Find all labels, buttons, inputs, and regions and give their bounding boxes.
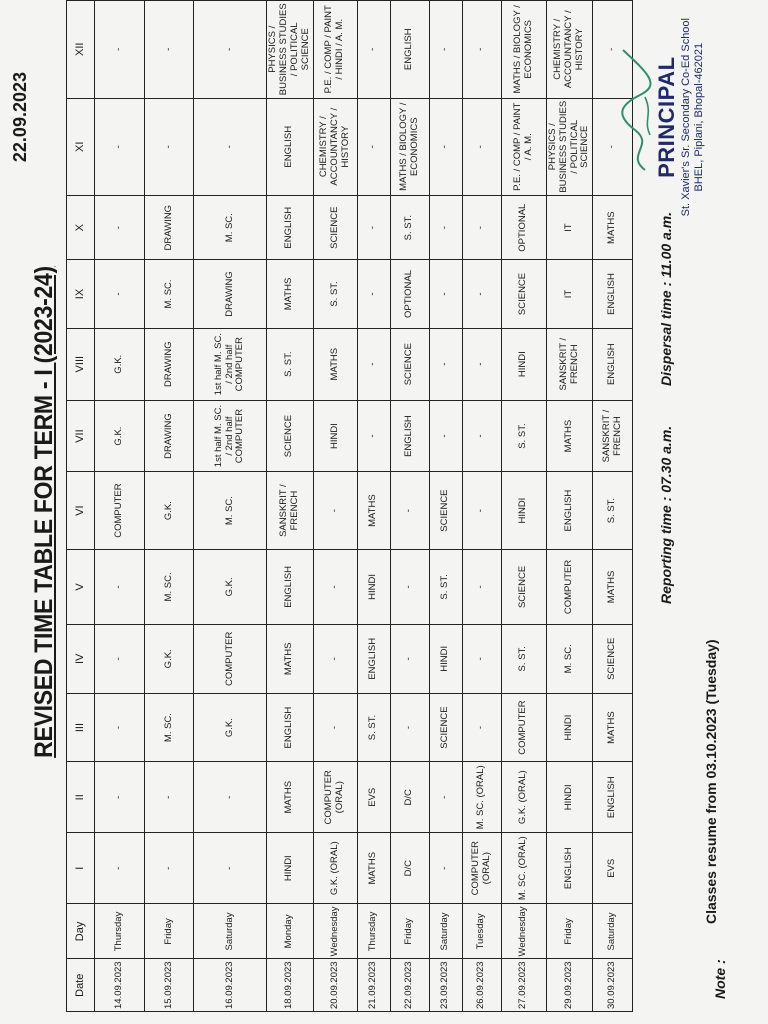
subject-cell: HINDI bbox=[501, 472, 546, 550]
date-cell: 14.09.2023 bbox=[95, 959, 145, 1012]
subject-cell: - bbox=[95, 1, 145, 99]
subject-cell: - bbox=[357, 195, 390, 260]
subject-cell: G.K. (ORAL) bbox=[501, 762, 546, 833]
day-cell: Thursday bbox=[357, 904, 390, 959]
date-cell: 18.09.2023 bbox=[267, 959, 314, 1012]
subject-cell: HINDI bbox=[313, 400, 357, 471]
subject-cell: - bbox=[313, 472, 357, 550]
subject-cell: - bbox=[95, 98, 145, 195]
subject-cell: S. ST. bbox=[357, 693, 390, 762]
column-header: IX bbox=[67, 260, 95, 328]
subject-cell: SANSKRIT / FRENCH bbox=[267, 472, 314, 550]
subject-cell: G.K. bbox=[145, 624, 194, 693]
subject-cell: ENGLISH bbox=[593, 260, 633, 328]
subject-cell: - bbox=[95, 260, 145, 328]
subject-cell: ENGLISH bbox=[267, 98, 314, 195]
subject-cell: S. ST. bbox=[313, 260, 357, 328]
table-row bbox=[357, 1, 390, 1012]
principal-stamp bbox=[654, 18, 705, 216]
subject-cell: P.E. / COMP / PAINT / HINDI / A. M. bbox=[313, 1, 357, 99]
date-cell: 21.09.2023 bbox=[357, 959, 390, 1012]
subject-cell: PHYSICS / BUSINESS STUDIES / POLITICAL SCIENCE bbox=[267, 1, 314, 99]
subject-cell: - bbox=[429, 195, 462, 260]
column-header: XI bbox=[67, 98, 95, 195]
date-cell: 29.09.2023 bbox=[546, 959, 593, 1012]
subject-cell: - bbox=[313, 624, 357, 693]
subject-cell: - bbox=[429, 833, 462, 904]
subject-cell: MATHS bbox=[593, 693, 633, 762]
day-cell: Friday bbox=[145, 904, 194, 959]
school-name: St. Xavier's Sr. Secondary Co-Ed School bbox=[680, 18, 692, 217]
subject-cell: - bbox=[462, 328, 501, 400]
subject-cell: - bbox=[462, 400, 501, 471]
table-row bbox=[462, 1, 501, 1012]
day-cell: Saturday bbox=[593, 904, 633, 959]
column-header: X bbox=[67, 195, 95, 260]
subject-cell: - bbox=[429, 762, 462, 833]
subject-cell: - bbox=[313, 693, 357, 762]
subject-cell: P.E. / COMP / PAINT / A. M. bbox=[501, 98, 546, 195]
subject-cell: SCIENCE bbox=[501, 260, 546, 328]
day-cell: Saturday bbox=[429, 904, 462, 959]
subject-cell: MATHS bbox=[546, 400, 593, 471]
subject-cell: M. SC. bbox=[145, 693, 194, 762]
school-address: BHEL, Piplani, Bhopal-462021 bbox=[692, 42, 705, 192]
subject-cell: - bbox=[145, 1, 194, 99]
subject-cell: G.K. bbox=[145, 472, 194, 550]
column-header: III bbox=[67, 693, 95, 762]
day-cell: Friday bbox=[390, 904, 429, 959]
subject-cell: MATHS bbox=[267, 762, 314, 833]
subject-cell: OPTIONAL bbox=[390, 260, 429, 328]
subject-cell: EVS bbox=[593, 833, 633, 904]
subject-cell: D/C bbox=[390, 833, 429, 904]
subject-cell: - bbox=[429, 400, 462, 471]
subject-cell: MATHS bbox=[357, 472, 390, 550]
subject-cell: DRAWING bbox=[145, 195, 194, 260]
subject-cell: DRAWING bbox=[145, 400, 194, 471]
date-cell: 26.09.2023 bbox=[462, 959, 501, 1012]
subject-cell: SCIENCE bbox=[267, 400, 314, 471]
table-body bbox=[95, 1, 633, 1012]
subject-cell: HINDI bbox=[546, 762, 593, 833]
subject-cell: G.K. bbox=[194, 549, 267, 624]
subject-cell: COMPUTER bbox=[501, 693, 546, 762]
table-row bbox=[267, 1, 314, 1012]
subject-cell: M. SC. bbox=[194, 195, 267, 260]
date-cell: 16.09.2023 bbox=[194, 959, 267, 1012]
subject-cell: - bbox=[462, 624, 501, 693]
subject-cell: MATHS / BIOLOGY / ECONOMICS bbox=[390, 98, 429, 195]
day-cell: Friday bbox=[546, 904, 593, 959]
column-header: Date bbox=[67, 959, 95, 1012]
subject-cell: - bbox=[145, 833, 194, 904]
timetable-title: REVISED TIME TABLE FOR TERM - I (2023-24) bbox=[30, 266, 58, 758]
subject-cell: HINDI bbox=[429, 624, 462, 693]
subject-cell: - bbox=[95, 693, 145, 762]
subject-cell: 1st half M. SC. / 2nd half COMPUTER bbox=[194, 328, 267, 400]
subject-cell: - bbox=[313, 549, 357, 624]
subject-cell: ENGLISH bbox=[267, 693, 314, 762]
subject-cell: IT bbox=[546, 260, 593, 328]
subject-cell: - bbox=[194, 762, 267, 833]
timetable-table bbox=[66, 0, 633, 1012]
table-row bbox=[145, 1, 194, 1012]
subject-cell: - bbox=[462, 98, 501, 195]
subject-cell: M. SC. bbox=[145, 549, 194, 624]
day-cell: Wednesday bbox=[501, 904, 546, 959]
subject-cell: D/C bbox=[390, 762, 429, 833]
subject-cell: - bbox=[462, 693, 501, 762]
subject-cell: MATHS bbox=[593, 549, 633, 624]
subject-cell: COMPUTER bbox=[95, 472, 145, 550]
table-row bbox=[546, 1, 593, 1012]
subject-cell: DRAWING bbox=[194, 260, 267, 328]
subject-cell: SCIENCE bbox=[429, 693, 462, 762]
subject-cell: - bbox=[429, 328, 462, 400]
dispersal-time: Dispersal time : 11.00 a.m. bbox=[658, 211, 674, 386]
subject-cell: ENGLISH bbox=[357, 624, 390, 693]
issue-date: 22.09.2023 bbox=[10, 72, 30, 163]
column-header: IV bbox=[67, 624, 95, 693]
subject-cell: - bbox=[95, 833, 145, 904]
subject-cell: G.K. bbox=[95, 328, 145, 400]
subject-cell: SANSKRIT / FRENCH bbox=[593, 400, 633, 471]
subject-cell: SCIENCE bbox=[390, 328, 429, 400]
subject-cell: OPTIONAL bbox=[501, 195, 546, 260]
subject-cell: IT bbox=[546, 195, 593, 260]
subject-cell: ENGLISH bbox=[546, 833, 593, 904]
date-cell: 27.09.2023 bbox=[501, 959, 546, 1012]
day-cell: Saturday bbox=[194, 904, 267, 959]
subject-cell: - bbox=[194, 1, 267, 99]
subject-cell: MATHS / BIOLOGY / ECONOMICS bbox=[501, 1, 546, 99]
subject-cell: - bbox=[390, 472, 429, 550]
date-cell: 20.09.2023 bbox=[313, 959, 357, 1012]
subject-cell: - bbox=[429, 98, 462, 195]
column-header: V bbox=[67, 549, 95, 624]
table-row bbox=[501, 1, 546, 1012]
subject-cell: M. SC. (ORAL) bbox=[501, 833, 546, 904]
subject-cell: - bbox=[145, 762, 194, 833]
subject-cell: SCIENCE bbox=[313, 195, 357, 260]
subject-cell: ENGLISH bbox=[593, 328, 633, 400]
subject-cell: MATHS bbox=[267, 260, 314, 328]
subject-cell: - bbox=[357, 1, 390, 99]
subject-cell: - bbox=[145, 98, 194, 195]
subject-cell: HINDI bbox=[357, 549, 390, 624]
subject-cell: S. ST. bbox=[390, 195, 429, 260]
day-cell: Tuesday bbox=[462, 904, 501, 959]
subject-cell: M. SC. bbox=[546, 624, 593, 693]
subject-cell: S. ST. bbox=[501, 624, 546, 693]
subject-cell: - bbox=[357, 98, 390, 195]
subject-cell: M. SC. bbox=[145, 260, 194, 328]
subject-cell: - bbox=[390, 693, 429, 762]
column-header: VI bbox=[67, 472, 95, 550]
subject-cell: - bbox=[357, 260, 390, 328]
subject-cell: - bbox=[95, 195, 145, 260]
subject-cell: DRAWING bbox=[145, 328, 194, 400]
table-row bbox=[429, 1, 462, 1012]
note-label: Note : bbox=[712, 959, 728, 999]
subject-cell: 1st half M. SC. / 2nd half COMPUTER bbox=[194, 400, 267, 471]
subject-cell: ENGLISH bbox=[267, 195, 314, 260]
reporting-time: Reporting time : 07.30 a.m. bbox=[658, 425, 674, 604]
date-cell: 15.09.2023 bbox=[145, 959, 194, 1012]
subject-cell: EVS bbox=[357, 762, 390, 833]
subject-cell: CHEMISTRY / ACCOUNTANCY / HISTORY bbox=[313, 98, 357, 195]
subject-cell: COMPUTER (ORAL) bbox=[462, 833, 501, 904]
subject-cell: - bbox=[429, 1, 462, 99]
subject-cell: HINDI bbox=[546, 693, 593, 762]
subject-cell: - bbox=[593, 1, 633, 99]
subject-cell: MATHS bbox=[357, 833, 390, 904]
principal-title: PRINCIPAL bbox=[654, 56, 679, 178]
subject-cell: ENGLISH bbox=[546, 472, 593, 550]
subject-cell: S. ST. bbox=[429, 549, 462, 624]
subject-cell: COMPUTER bbox=[546, 549, 593, 624]
column-header: I bbox=[67, 833, 95, 904]
table-header-row bbox=[67, 1, 95, 1012]
subject-cell: HINDI bbox=[267, 833, 314, 904]
subject-cell: COMPUTER (ORAL) bbox=[313, 762, 357, 833]
subject-cell: - bbox=[462, 1, 501, 99]
subject-cell: COMPUTER bbox=[194, 624, 267, 693]
classes-resume-note: Classes resume from 03.10.2023 (Tuesday) bbox=[703, 639, 719, 924]
subject-cell: MATHS bbox=[313, 328, 357, 400]
subject-cell: MATHS bbox=[593, 195, 633, 260]
table-row bbox=[194, 1, 267, 1012]
subject-cell: - bbox=[95, 549, 145, 624]
subject-cell: M. SC. (ORAL) bbox=[462, 762, 501, 833]
subject-cell: - bbox=[390, 549, 429, 624]
subject-cell: ENGLISH bbox=[390, 400, 429, 471]
column-header: XII bbox=[67, 1, 95, 99]
subject-cell: MATHS bbox=[267, 624, 314, 693]
subject-cell: G.K. bbox=[95, 400, 145, 471]
table-row bbox=[390, 1, 429, 1012]
subject-cell: ENGLISH bbox=[267, 549, 314, 624]
subject-cell: - bbox=[462, 195, 501, 260]
subject-cell: - bbox=[357, 400, 390, 471]
subject-cell: - bbox=[390, 624, 429, 693]
subject-cell: - bbox=[194, 98, 267, 195]
column-header: II bbox=[67, 762, 95, 833]
subject-cell: - bbox=[95, 624, 145, 693]
subject-cell: ENGLISH bbox=[390, 1, 429, 99]
subject-cell: - bbox=[95, 762, 145, 833]
subject-cell: SCIENCE bbox=[501, 549, 546, 624]
subject-cell: CHEMISTRY / ACCOUNTANCY / HISTORY bbox=[546, 1, 593, 99]
subject-cell: ENGLISH bbox=[593, 762, 633, 833]
subject-cell: HINDI bbox=[501, 328, 546, 400]
subject-cell: M. SC. bbox=[194, 472, 267, 550]
day-cell: Monday bbox=[267, 904, 314, 959]
subject-cell: - bbox=[462, 472, 501, 550]
column-header: Day bbox=[67, 904, 95, 959]
subject-cell: - bbox=[462, 549, 501, 624]
subject-cell: - bbox=[194, 833, 267, 904]
day-cell: Wednesday bbox=[313, 904, 357, 959]
date-cell: 22.09.2023 bbox=[390, 959, 429, 1012]
subject-cell: - bbox=[429, 260, 462, 328]
subject-cell: S. ST. bbox=[267, 328, 314, 400]
subject-cell: SCIENCE bbox=[593, 624, 633, 693]
table-row bbox=[313, 1, 357, 1012]
subject-cell: PHYSICS / BUSINESS STUDIES / POLITICAL SCIENCE bbox=[546, 98, 593, 195]
date-cell: 23.09.2023 bbox=[429, 959, 462, 1012]
subject-cell: SANSKRIT / FRENCH bbox=[546, 328, 593, 400]
date-cell: 30.09.2023 bbox=[593, 959, 633, 1012]
subject-cell: G.K. (ORAL) bbox=[313, 833, 357, 904]
subject-cell: S. ST. bbox=[501, 400, 546, 471]
subject-cell: S. ST. bbox=[593, 472, 633, 550]
subject-cell: - bbox=[462, 260, 501, 328]
day-cell: Thursday bbox=[95, 904, 145, 959]
subject-cell: G.K. bbox=[194, 693, 267, 762]
subject-cell: - bbox=[357, 328, 390, 400]
subject-cell: - bbox=[593, 98, 633, 195]
subject-cell: SCIENCE bbox=[429, 472, 462, 550]
table-row bbox=[95, 1, 145, 1012]
column-header: VIII bbox=[67, 328, 95, 400]
column-header: VII bbox=[67, 400, 95, 471]
